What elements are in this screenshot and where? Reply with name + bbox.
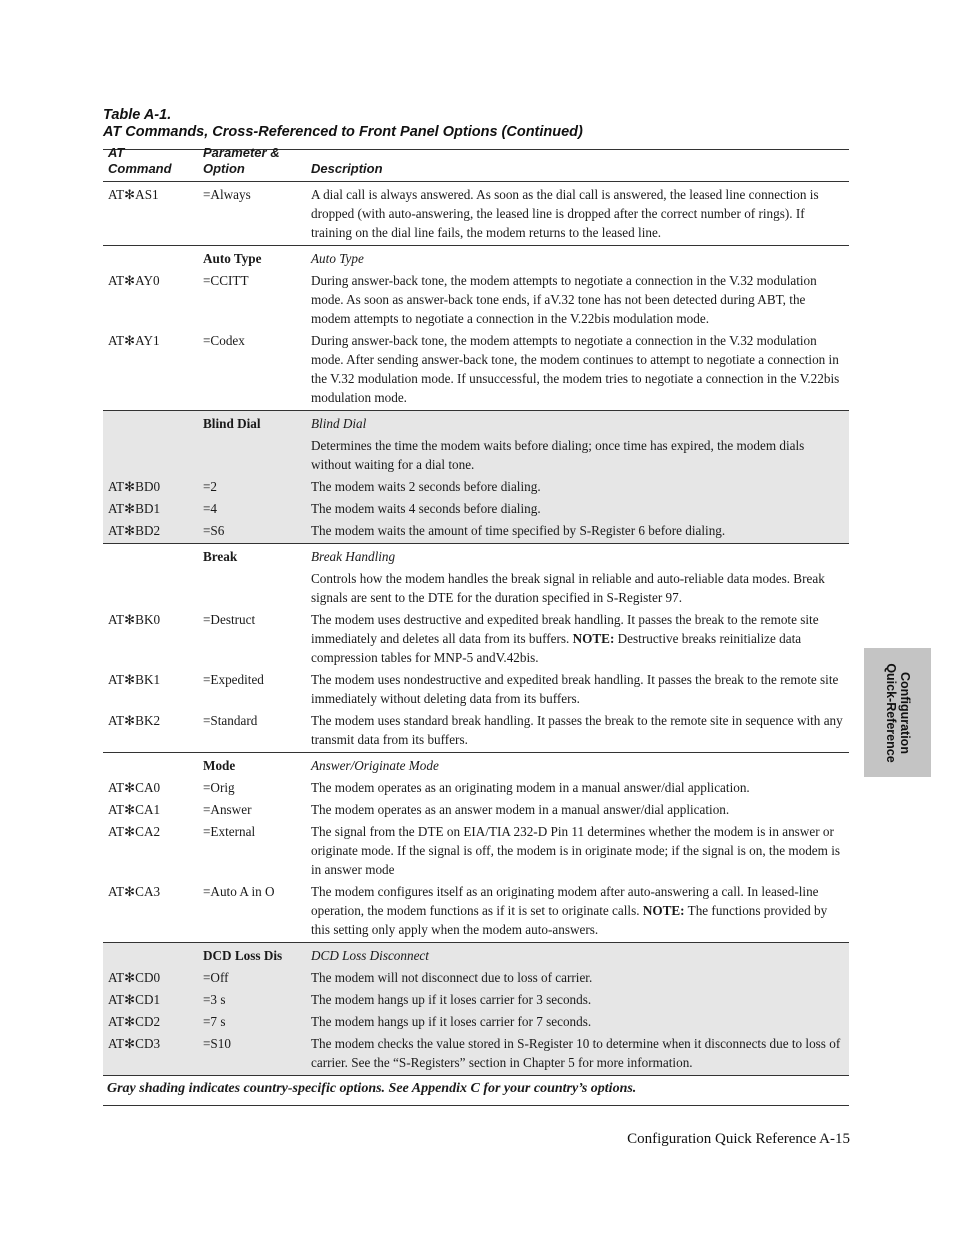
table-row <box>103 756 849 775</box>
cell-command: AT✻BK0 <box>108 612 161 627</box>
cell-description: Controls how the modem handles the break signal in reliable and auto-reliable data modes. Break signals are sent to the DTE for the duration specified in S-Register 97. <box>311 571 825 605</box>
table-row <box>103 499 849 518</box>
cell-description <box>311 610 843 667</box>
header-description: Description <box>311 161 383 176</box>
table-row <box>103 249 849 268</box>
cell-description: The modem operates as an answer modem in a manual answer/dial application. <box>311 802 730 817</box>
cell-command: AT✻CA2 <box>108 824 161 839</box>
cell-description: The modem uses standard break handling. It passes the break to the remote site in sequence with any transmit data from its buffers. <box>311 713 843 747</box>
cell-parameter: =Auto A in O <box>203 884 275 899</box>
cell-parameter: =Always <box>203 187 251 202</box>
option-title: Auto Type <box>311 251 364 266</box>
table-row <box>103 436 849 474</box>
table-row <box>103 271 849 328</box>
option-title: Break Handling <box>311 549 396 564</box>
cell-command: AT✻AS1 <box>108 187 159 202</box>
option-name: Auto Type <box>203 251 262 266</box>
table-row <box>103 800 849 819</box>
description-text-cont: The functions provided by this setting only apply when the modem auto-answers. <box>311 903 828 937</box>
option-title: Blind Dial <box>311 416 367 431</box>
option-name: Blind Dial <box>203 416 261 431</box>
table-row <box>103 670 849 708</box>
cell-description: The modem hangs up if it loses carrier for 3 seconds. <box>311 992 592 1007</box>
cell-parameter: =Codex <box>203 333 245 348</box>
section-tab <box>864 648 931 777</box>
description-text: The modem uses destructive and expedited break handling. It passes the break to the remote site immediately and deletes all data from its buffers. <box>311 612 819 646</box>
cell-parameter: =2 <box>203 479 218 494</box>
table-row <box>103 414 849 433</box>
table-row <box>103 569 849 607</box>
cell-description: The modem operates as an originating modem in a manual answer/dial application. <box>311 780 750 795</box>
cell-parameter: =Destruct <box>203 612 256 627</box>
table-row <box>103 822 849 879</box>
shading-note: Gray shading indicates country-specific options. See Appendix C for your country’s options. <box>103 1075 849 1106</box>
table-row <box>103 547 849 566</box>
cell-command: AT✻AY0 <box>108 273 160 288</box>
cell-description: The modem uses nondestructive and expedited break handling. It passes the break to the remote site immediately without deleting data from its buffers. <box>311 672 839 706</box>
table-group <box>103 753 849 943</box>
section-tab-line2: Quick-Reference <box>883 662 898 763</box>
cell-parameter: =Answer <box>203 802 252 817</box>
table-row <box>103 521 849 540</box>
cell-command: AT✻CD1 <box>108 992 161 1007</box>
cell-command: AT✻CD0 <box>108 970 161 985</box>
at-commands-table <box>103 145 849 1106</box>
description-text-cont: Destructive breaks reinitialize data compression tables for MNP-5 andV.42bis. <box>311 631 802 665</box>
description-text: The modem configures itself as an originating modem after auto-answering a call. In leased-line operation, the modem functions as if it is set to originate calls. <box>311 884 819 918</box>
table-group <box>103 246 849 411</box>
cell-description <box>311 882 843 939</box>
cell-description: During answer-back tone, the modem attempts to negotiate a connection in the V.32 modulation mode. As soon as answer-back tone ends, if aV.32 tone has not been detected during ABT, the modem attempts to negotiate a connection in the V.22bis modulation mode. <box>311 273 817 326</box>
cell-parameter: =S6 <box>203 523 225 538</box>
cell-command: AT✻CA0 <box>108 780 161 795</box>
cell-parameter: =Off <box>203 970 229 985</box>
table-caption <box>103 107 863 141</box>
cell-parameter: =S10 <box>203 1036 231 1051</box>
cell-command: AT✻AY1 <box>108 333 160 348</box>
table-row <box>103 610 849 667</box>
table-row <box>103 477 849 496</box>
table-number: Table A-1. <box>103 107 172 123</box>
cell-command: AT✻BD0 <box>108 479 161 494</box>
table-header <box>103 145 849 182</box>
option-name: Mode <box>203 758 236 773</box>
table-group <box>103 182 849 246</box>
cell-description: The modem waits 2 seconds before dialing. <box>311 479 541 494</box>
cell-command: AT✻CD3 <box>108 1036 161 1051</box>
cell-command: AT✻BK1 <box>108 672 161 687</box>
table-row <box>103 946 849 965</box>
cell-command: AT✻CA3 <box>108 884 161 899</box>
cell-description: The modem will not disconnect due to loss of carrier. <box>311 970 593 985</box>
cell-command: AT✻CA1 <box>108 802 161 817</box>
cell-parameter: =CCITT <box>203 273 249 288</box>
table-row <box>103 1012 849 1031</box>
cell-parameter: =4 <box>203 501 218 516</box>
cell-description: The modem waits the amount of time specified by S-Register 6 before dialing. <box>311 523 726 538</box>
header-at-command: AT Command <box>108 145 172 176</box>
cell-command: AT✻BD2 <box>108 523 161 538</box>
header-parameter-option: Parameter & Option <box>203 145 280 176</box>
table-row <box>103 185 849 242</box>
note-label: NOTE: <box>572 631 615 646</box>
table-row <box>103 778 849 797</box>
cell-description: The modem hangs up if it loses carrier for 7 seconds. <box>311 1014 592 1029</box>
cell-command: AT✻CD2 <box>108 1014 161 1029</box>
table-row <box>103 882 849 939</box>
table-row <box>103 990 849 1009</box>
option-name: Break <box>203 549 238 564</box>
table-group <box>103 943 849 1076</box>
cell-parameter: =Standard <box>203 713 258 728</box>
table-row <box>103 968 849 987</box>
section-tab-line1: Configuration <box>897 671 912 754</box>
option-title: Answer/Originate Mode <box>311 758 439 773</box>
cell-command: AT✻BK2 <box>108 713 161 728</box>
note-label: NOTE: <box>642 903 685 918</box>
cell-parameter: =Expedited <box>203 672 264 687</box>
cell-parameter: =External <box>203 824 256 839</box>
page-footer: Configuration Quick Reference A-15 <box>627 1131 850 1147</box>
cell-description: During answer-back tone, the modem attempts to negotiate a connection in the V.32 modulation mode. After sending answer-back tone, the modem continues to attempt to negotiate a connection in the V.32 modulation mode. If unsuccessful, the modem tries to negotiate a connection in the V.22bis modulation mode. <box>311 333 840 405</box>
cell-parameter: =7 s <box>203 1014 226 1029</box>
cell-parameter: =3 s <box>203 992 226 1007</box>
cell-description: The modem waits 4 seconds before dialing. <box>311 501 541 516</box>
cell-description: A dial call is always answered. As soon as the dial call is answered, the leased line connection is dropped (with auto-answering, the leased line is dropped after the correct number of rings). If training on the dial line fails, the modem returns to the leased line. <box>311 187 819 240</box>
cell-parameter: =Orig <box>203 780 235 795</box>
option-name: DCD Loss Dis <box>203 948 283 963</box>
cell-description: Determines the time the modem waits before dialing; once time has expired, the modem dials without waiting for a dial tone. <box>311 438 805 472</box>
table-row <box>103 331 849 407</box>
table-row <box>103 711 849 749</box>
table-group <box>103 544 849 753</box>
table-title: AT Commands, Cross-Referenced to Front Panel Options (Continued) <box>103 124 583 140</box>
cell-command: AT✻BD1 <box>108 501 161 516</box>
option-title: DCD Loss Disconnect <box>311 948 429 963</box>
table-row <box>103 1034 849 1072</box>
table-group <box>103 411 849 544</box>
cell-description: The signal from the DTE on EIA/TIA 232-D Pin 11 determines whether the modem is in answer or originate mode. If the signal is off, the modem is in originate mode; if the signal is on, the modem is in answer mode <box>311 824 840 877</box>
cell-description: The modem checks the value stored in S-Register 10 to determine when it disconnects due to loss of carrier. See the “S-Registers” section in Chapter 5 for more information. <box>311 1036 841 1070</box>
